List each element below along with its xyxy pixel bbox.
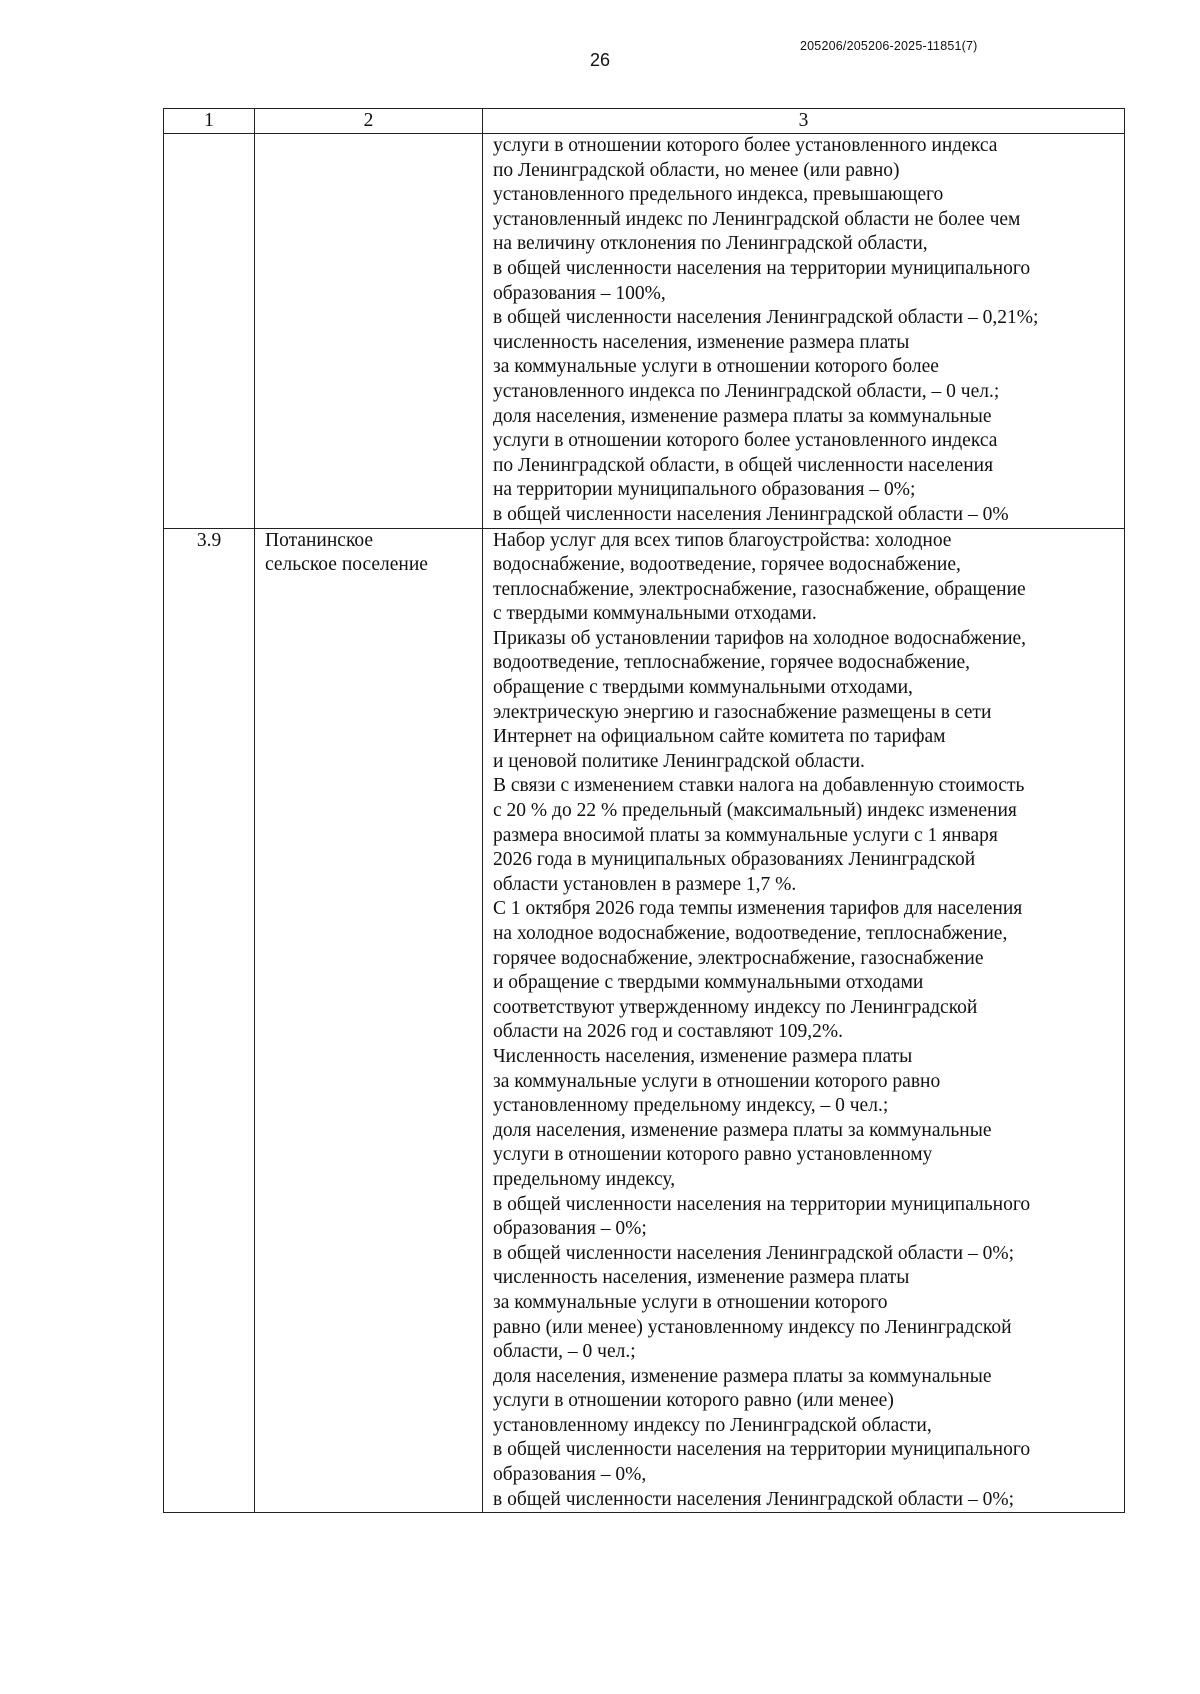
text-line: на величину отклонения по Ленинградской области, (493, 233, 928, 255)
row-description-cell (483, 134, 1125, 529)
row-description-cell (483, 528, 1125, 1513)
document-id: 205206/205206-2025-11851(7) (800, 39, 978, 53)
text-line: в общей численности населения Ленинградской области – 0%; (493, 1242, 1015, 1264)
row-number-cell: 3.9 (164, 528, 255, 1513)
column-header-2: 2 (255, 109, 483, 134)
text-line: предельному индексу, (493, 1168, 676, 1190)
text-line: области, – 0 чел.; (493, 1341, 636, 1363)
text-line: в общей численности населения Ленинградской области – 0%; (493, 1488, 1015, 1510)
text-line: и обращение с твердыми коммунальными отходами (493, 972, 924, 994)
text-line: установленного предельного индекса, превышающего (493, 184, 944, 206)
text-line: размера вносимой платы за коммунальные услуги с 1 января (493, 824, 998, 846)
row-name-cell (255, 528, 483, 1513)
text-line: услуги в отношении которого равно установленному (493, 1144, 933, 1166)
text-line: установленному предельному индексу, – 0 чел.; (493, 1095, 889, 1117)
text-line: Приказы об установлении тарифов на холодное водоснабжение, (493, 627, 1027, 649)
table-row-continued (164, 134, 1125, 529)
table-row-3-9 (164, 528, 1125, 1513)
text-line: по Ленинградской области, но менее (или равно) (493, 159, 900, 181)
text-line: соответствуют утвержденному индексу по Ленинградской (493, 996, 978, 1018)
text-line: Численность населения, изменение размера платы (493, 1045, 913, 1067)
text-line: за коммунальные услуги в отношении которого более (493, 356, 939, 378)
text-line: В связи с изменением ставки налога на добавленную стоимость (493, 775, 1025, 797)
text-line: образования – 0%; (493, 1218, 647, 1240)
text-line: Интернет на официальном сайте комитета по тарифам (493, 726, 946, 748)
text-line: установленного индекса по Ленинградской области, – 0 чел.; (493, 380, 1000, 402)
text-line: Набор услуг для всех типов благоустройства: холодное (493, 529, 952, 551)
text-line: и ценовой политике Ленинградской области. (493, 750, 865, 772)
settlement-name-line: сельское поселение (265, 554, 428, 576)
column-header-1: 1 (164, 109, 255, 134)
row-number-cell (164, 134, 255, 529)
tariff-table (163, 108, 1125, 1513)
text-line: численность населения, изменение размера платы (493, 1267, 910, 1289)
text-line: численность населения, изменение размера платы (493, 331, 910, 353)
text-line: в общей численности населения Ленинградской области – 0% (493, 503, 1009, 525)
text-line: 2026 года в муниципальных образованиях Ленинградской (493, 849, 976, 871)
text-line: обращение с твердыми коммунальными отходами, (493, 677, 913, 699)
text-line: электрическую энергию и газоснабжение размещены в сети (493, 701, 992, 723)
text-line: равно (или менее) установленному индексу по Ленинградской (493, 1316, 1012, 1338)
text-line: услуги в отношении которого более установленного индекса (493, 430, 998, 452)
text-line: услуги в отношении которого равно (или менее) (493, 1390, 894, 1412)
text-line: на территории муниципального образования – 0%; (493, 479, 916, 501)
text-line: установленный индекс по Ленинградской области не более чем (493, 208, 1021, 230)
text-line: горячее водоснабжение, электроснабжение, газоснабжение (493, 947, 984, 969)
text-line: теплоснабжение, электроснабжение, газоснабжение, обращение (493, 578, 1026, 600)
text-line: в общей численности населения на территории муниципального (493, 1439, 1031, 1461)
text-line: С 1 октября 2026 года темпы изменения тарифов для населения (493, 898, 1023, 920)
text-line: по Ленинградской области, в общей численности населения (493, 454, 994, 476)
page-number: 26 (589, 50, 611, 70)
text-line: водоотведение, теплоснабжение, горячее водоснабжение, (493, 652, 971, 674)
text-line: с 20 % до 22 % предельный (максимальный) индекс изменения (493, 800, 1017, 822)
text-line: водоснабжение, водоотведение, горячее водоснабжение, (493, 554, 961, 576)
text-line: области на 2026 год и составляют 109,2%. (493, 1021, 844, 1043)
text-line: в общей численности населения Ленинградской области – 0,21%; (493, 307, 1039, 329)
text-line: доля населения, изменение размера платы за коммунальные (493, 1119, 992, 1141)
text-line: образования – 100%, (493, 282, 666, 304)
text-line: доля населения, изменение размера платы за коммунальные (493, 405, 992, 427)
row-name-cell (255, 134, 483, 529)
text-line: в общей численности населения на территории муниципального (493, 257, 1031, 279)
text-line: в общей численности населения на территории муниципального (493, 1193, 1031, 1215)
text-line: области установлен в размере 1,7 %. (493, 873, 797, 895)
text-line: образования – 0%, (493, 1464, 647, 1486)
column-header-3: 3 (483, 109, 1125, 134)
text-line: за коммунальные услуги в отношении которого равно (493, 1070, 941, 1092)
text-line: на холодное водоснабжение, водоотведение, теплоснабжение, (493, 923, 1008, 944)
column-number-row (164, 109, 1125, 134)
text-line: с твердыми коммунальными отходами. (493, 603, 817, 625)
settlement-name-line: Потанинское (265, 529, 374, 551)
text-line: услуги в отношении которого более установленного индекса (493, 135, 998, 156)
text-line: установленному индексу по Ленинградской области, (493, 1414, 932, 1436)
text-line: за коммунальные услуги в отношении которого (493, 1291, 888, 1313)
text-line: доля населения, изменение размера платы за коммунальные (493, 1365, 992, 1387)
